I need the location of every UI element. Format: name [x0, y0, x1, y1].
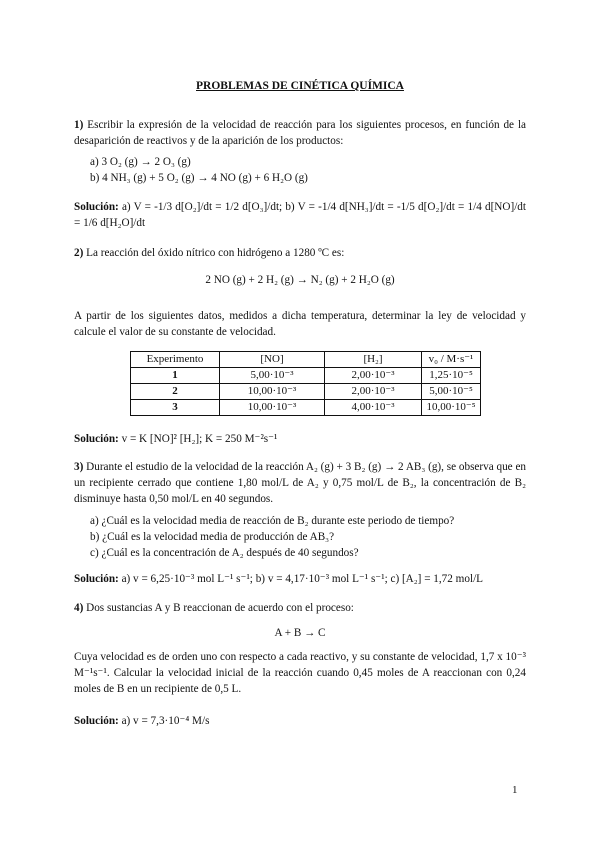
problem-3-item-b: b) ¿Cuál es la velocidad media de producción de AB₃? — [90, 531, 335, 543]
problem-3-item-a: a) ¿Cuál es la velocidad media de reacción de B₂ durante este periodo de tiempo? — [90, 515, 455, 527]
experiment-table — [130, 351, 481, 416]
table-row — [131, 400, 481, 416]
problem-3-solution — [74, 571, 526, 587]
table-cell: 4,00·10⁻³ — [325, 400, 422, 416]
problem-3-text: Durante el estudio de la velocidad de la reacción A₂ (g) + 3 B₂ (g) → 2 AB₃ (g), se observa que en un recipiente cerrado que contiene 1,80 mol/L de A₂ y 0,75 mol/L de B₂, la concentración de B₂ disminuye hasta 0,50 mol/L en 40 segundos. — [74, 461, 527, 505]
solution-text: a) V = -1/3 d[O₂]/dt = 1/2 d[O₃]/dt; b) V = -1/4 d[NH₃]/dt = -1/5 d[O₂]/dt = 1/4 d[NO]/dt = 1/6 d[H₂O]/dt — [74, 201, 526, 229]
table-header: v₀ / M·s⁻¹ — [422, 352, 481, 368]
solution-text: a) v = 7,3·10⁻⁴ M/s — [121, 715, 210, 727]
table-cell: 3 — [131, 400, 220, 416]
problem-2-text-2: A partir de los siguientes datos, medidos a dicha temperatura, determinar la ley de velocidad y calcule el valor de su constante de velocidad. — [74, 310, 526, 338]
solution-label: Solución: — [74, 433, 119, 445]
problem-3-statement — [74, 459, 526, 507]
problem-1-solution — [74, 199, 526, 231]
table-cell: 2 — [131, 384, 220, 400]
solution-label: Solución: — [74, 573, 119, 585]
table-cell: 5,00·10⁻⁵ — [422, 384, 481, 400]
problem-4-statement — [74, 600, 526, 616]
page-title: PROBLEMAS DE CINÉTICA QUÍMICA — [196, 80, 404, 92]
solution-label: Solución: — [74, 715, 119, 727]
table-cell: 1,25·10⁻⁵ — [422, 368, 481, 384]
table-cell: 10,00·10⁻³ — [220, 400, 325, 416]
table-cell: 1 — [131, 368, 220, 384]
solution-text: v = K [NO]² [H₂]; K = 250 M⁻²s⁻¹ — [121, 433, 278, 445]
problem-2-number: 2) — [74, 247, 84, 259]
problem-4-solution — [74, 713, 526, 729]
problem-1-statement — [74, 117, 526, 149]
problem-1-number: 1) — [74, 119, 84, 131]
table-cell: 10,00·10⁻³ — [220, 384, 325, 400]
table-row — [131, 368, 481, 384]
problem-4-text-2: Cuya velocidad es de orden uno con respecto a cada reactivo, y su constante de velocidad, 1,7 x 10⁻³ M⁻¹s⁻¹. Calcular la velocidad inicial de la reacción cuando 0,45 moles de A reaccionan con 0,24 moles de B en un recipiente de 0,5 L. — [74, 651, 526, 695]
problem-3-item-c: c) ¿Cuál es la concentración de A₂ después de 40 segundos? — [90, 547, 359, 559]
problem-2-solution — [74, 431, 526, 447]
problem-4-number: 4) — [74, 602, 84, 614]
table-header: Experimento — [131, 352, 220, 368]
solution-label: Solución: — [74, 201, 119, 213]
table-header-row — [131, 352, 481, 368]
problem-2-equation: 2 NO (g) + 2 H₂ (g) → N₂ (g) + 2 H₂O (g) — [205, 274, 395, 286]
problem-1-item-a: a) 3 O₂ (g) → 2 O₃ (g) — [90, 156, 191, 168]
solution-text: a) v = 6,25·10⁻³ mol L⁻¹ s⁻¹; b) v = 4,17·10⁻³ mol L⁻¹ s⁻¹; c) [A₂] = 1,72 mol/L — [121, 573, 484, 585]
page-number: 1 — [512, 784, 518, 796]
table-cell: 2,00·10⁻³ — [325, 384, 422, 400]
table-row — [131, 384, 481, 400]
problem-2-text: La reacción del óxido nítrico con hidrógeno a 1280 ºC es: — [86, 247, 345, 259]
problem-4-text: Dos sustancias A y B reaccionan de acuerdo con el proceso: — [86, 602, 354, 614]
table-header: [H₂] — [325, 352, 422, 368]
problem-2-statement — [74, 245, 526, 261]
problem-1-text: Escribir la expresión de la velocidad de reacción para los siguientes procesos, en función de la desaparición de reactivos y de la aparición de los productos: — [74, 119, 527, 147]
table-cell: 2,00·10⁻³ — [325, 368, 422, 384]
table-header: [NO] — [220, 352, 325, 368]
problem-3-number: 3) — [74, 461, 84, 473]
problem-1-item-b: b) 4 NH₃ (g) + 5 O₂ (g) → 4 NO (g) + 6 H₂O (g) — [90, 172, 308, 184]
table-cell: 10,00·10⁻⁵ — [422, 400, 481, 416]
table-cell: 5,00·10⁻³ — [220, 368, 325, 384]
problem-4-equation: A + B → C — [274, 627, 326, 639]
